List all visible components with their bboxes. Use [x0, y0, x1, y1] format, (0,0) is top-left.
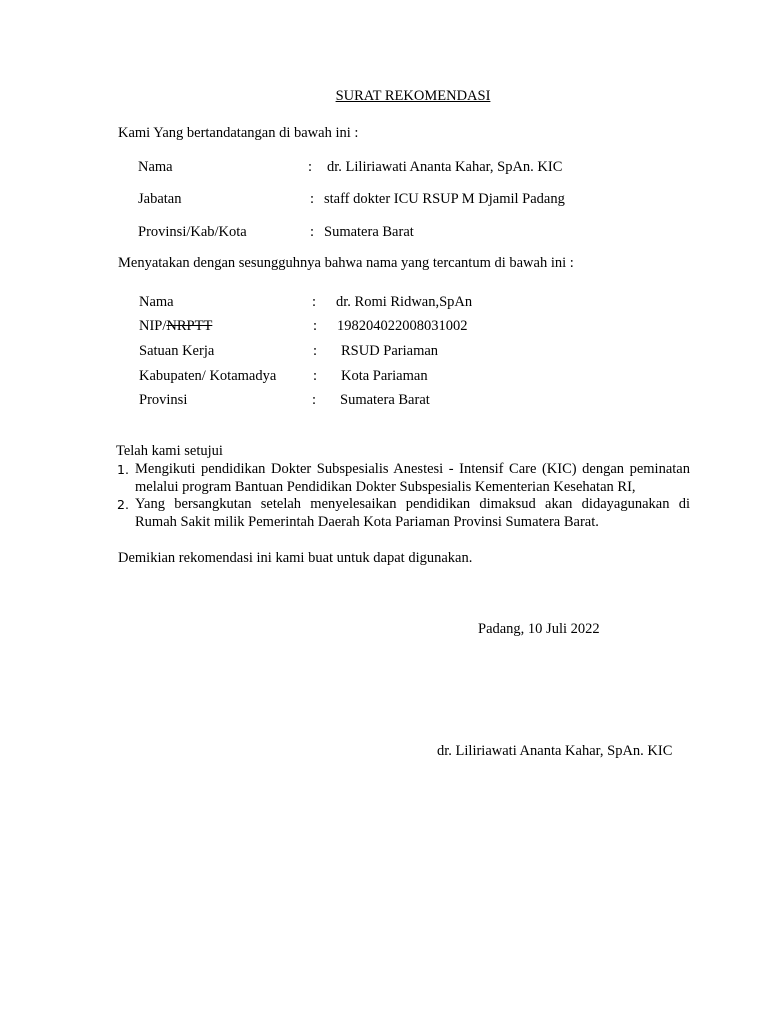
list-item-number: 2. — [117, 497, 129, 512]
list-item — [116, 496, 690, 531]
closing-text: Demikian rekomendasi ini kami buat untuk dapat digunakan. — [118, 550, 473, 566]
candidate-name-label: Nama — [139, 294, 174, 310]
candidate-nip-value: 198204022008031002 — [337, 318, 468, 334]
candidate-nip-colon: : — [313, 318, 318, 334]
approval-list — [116, 461, 690, 531]
candidate-unit-label: Satuan Kerja — [139, 343, 215, 359]
candidate-province-colon: : — [312, 392, 317, 408]
list-item — [116, 461, 690, 496]
candidate-name-colon: : — [312, 294, 317, 310]
candidate-unit-value: RSUD Pariaman — [341, 343, 439, 359]
signatory-region-value: Sumatera Barat — [324, 224, 414, 240]
candidate-regency-value: Kota Pariaman — [341, 368, 428, 384]
signatory-position-value: staff dokter ICU RSUP M Djamil Padang — [324, 191, 565, 207]
signatory-region-colon: : — [310, 224, 315, 240]
candidate-name-value: dr. Romi Ridwan,SpAn — [336, 294, 473, 310]
signatory-name-value: dr. Liliriawati Ananta Kahar, SpAn. KIC — [327, 159, 563, 175]
approved-heading: Telah kami setujui — [116, 443, 223, 459]
list-item-text: Mengikuti pendidikan Dokter Subspesialis Anestesi - Intensif Care (KIC) dengan peminatan melalui program Bantuan Pendidikan Dokter Subspesialis Kementerian Kesehatan RI, — [135, 461, 690, 495]
candidate-province-value: Sumatera Barat — [340, 392, 430, 408]
signatory-name-label: Nama — [138, 159, 173, 175]
candidate-province-label: Provinsi — [139, 392, 188, 408]
candidate-unit-colon: : — [313, 343, 318, 359]
candidate-nip-label — [139, 318, 212, 335]
signatory-region-label: Provinsi/Kab/Kota — [138, 224, 247, 240]
signatory-position-label: Jabatan — [138, 191, 182, 207]
nip-label-prefix: NIP/ — [139, 318, 167, 334]
signatory-position-colon: : — [310, 191, 315, 207]
signatory-name-colon: : — [308, 159, 313, 175]
list-item-number: 1. — [117, 462, 129, 477]
nrptt-struck-label: NRPTT — [166, 318, 213, 334]
candidate-regency-label: Kabupaten/ Kotamadya — [139, 368, 277, 384]
list-item-text: Yang bersangkutan setelah menyelesaikan pendidikan dimaksud akan didayagunakan di Rumah Sakit milik Pemerintah Daerah Kota Pariaman Provinsi Sumatera Barat. — [135, 496, 690, 530]
intro-text: Kami Yang bertandatangan di bawah ini : — [118, 125, 359, 141]
letter-title: SURAT REKOMENDASI — [335, 88, 491, 104]
candidate-regency-colon: : — [313, 368, 318, 384]
signer-name: dr. Liliriawati Ananta Kahar, SpAn. KIC — [437, 743, 673, 759]
place-date: Padang, 10 Juli 2022 — [478, 621, 600, 637]
statement-text: Menyatakan dengan sesungguhnya bahwa nama yang tercantum di bawah ini : — [118, 255, 574, 271]
